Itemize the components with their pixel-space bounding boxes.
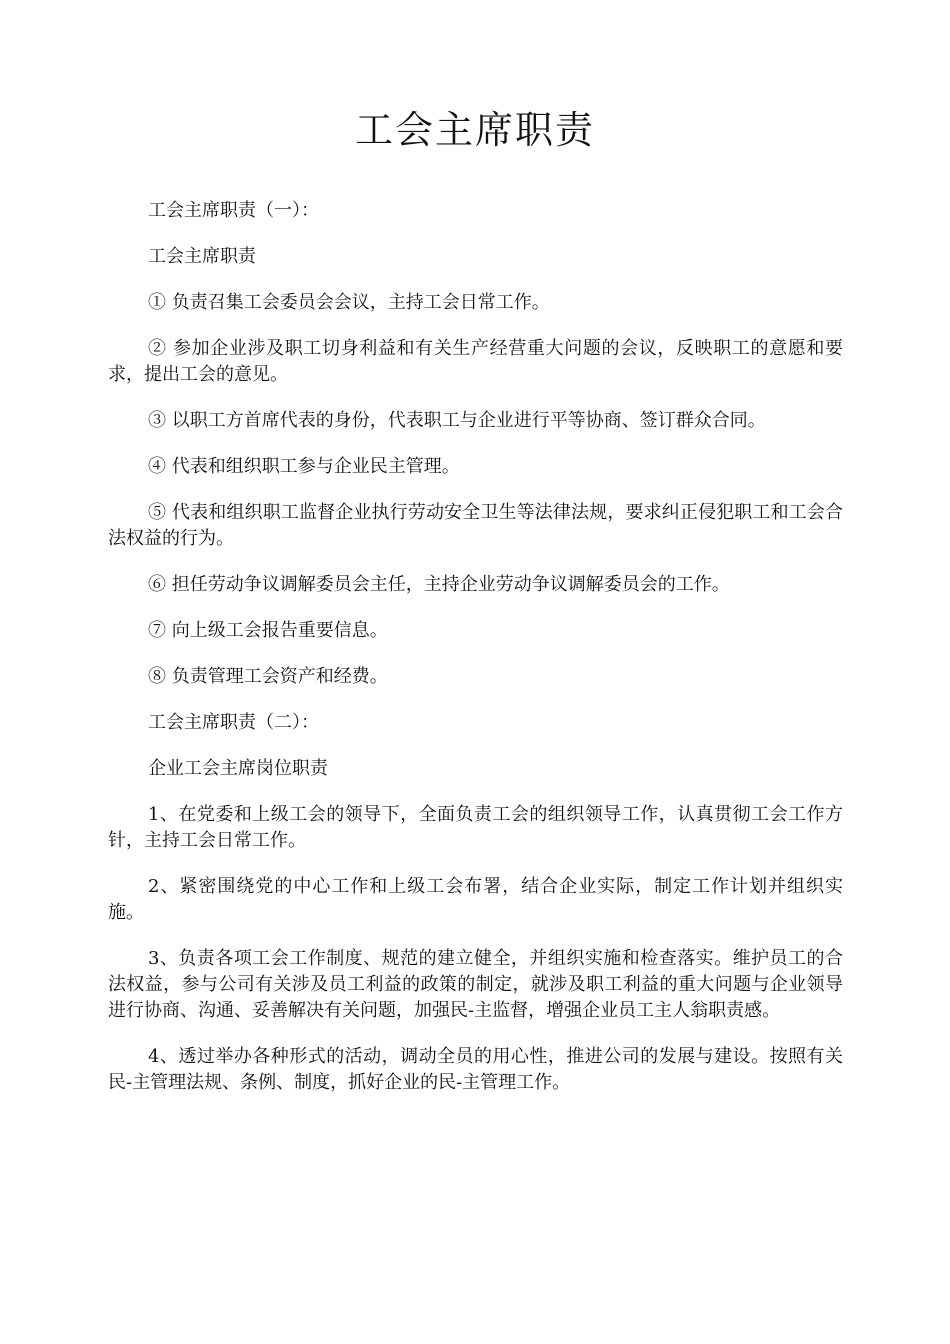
duty-item: ⑧ 负责管理工会资产和经费。 [148,666,388,687]
duty-item: ③ 以职工方首席代表的身份，代表职工与企业进行平等协商、签订群众合同。 [148,410,766,431]
section-heading: 工会主席职责（一）： [148,200,319,221]
section-heading: 工会主席职责（二）： [148,712,319,733]
duty-item: 1、在党委和上级工会的领导下，全面负责工会的组织领导工作，认真贯彻工会工作方针，主持工会日常工作。 [108,804,843,851]
duty-item: 2、紧密围绕党的中心工作和上级工会布署，结合企业实际，制定工作计划并组织实施。 [108,876,843,923]
document-title: 工会主席职责 [354,108,595,152]
duty-item: ⑥ 担任劳动争议调解委员会主任，主持企业劳动争议调解委员会的工作。 [148,574,730,595]
duty-item: 3、负责各项工会工作制度、规范的建立健全，并组织实施和检查落实。维护员工的合法权益，参与公司有关涉及员工利益的政策的制定，就涉及职工利益的重大问题与企业领导进行协商、沟通、妥善解决有关问题，加强民-主监督，增强企业员工主人翁职责感。 [108,948,843,1021]
duty-item: ② 参加企业涉及职工切身利益和有关生产经营重大问题的会议，反映职工的意愿和要求，提出工会的意见。 [108,338,843,385]
duty-item: 4、透过举办各种形式的活动，调动全员的用心性，推进公司的发展与建设。按照有关民-主管理法规、条例、制度，抓好企业的民-主管理工作。 [108,1046,843,1093]
document-body [108,198,843,1116]
duty-item: ① 负责召集工会委员会会议，主持工会日常工作。 [148,292,550,313]
subsection-heading: 工会主席职责 [148,246,256,267]
duty-item: ⑤ 代表和组织职工监督企业执行劳动安全卫生等法律法规，要求纠正侵犯职工和工会合法权益的行为。 [108,502,843,549]
subsection-heading: 企业工会主席岗位职责 [148,758,328,779]
duty-item: ⑦ 向上级工会报告重要信息。 [148,620,388,641]
duty-item: ④ 代表和组织职工参与企业民主管理。 [148,456,460,477]
